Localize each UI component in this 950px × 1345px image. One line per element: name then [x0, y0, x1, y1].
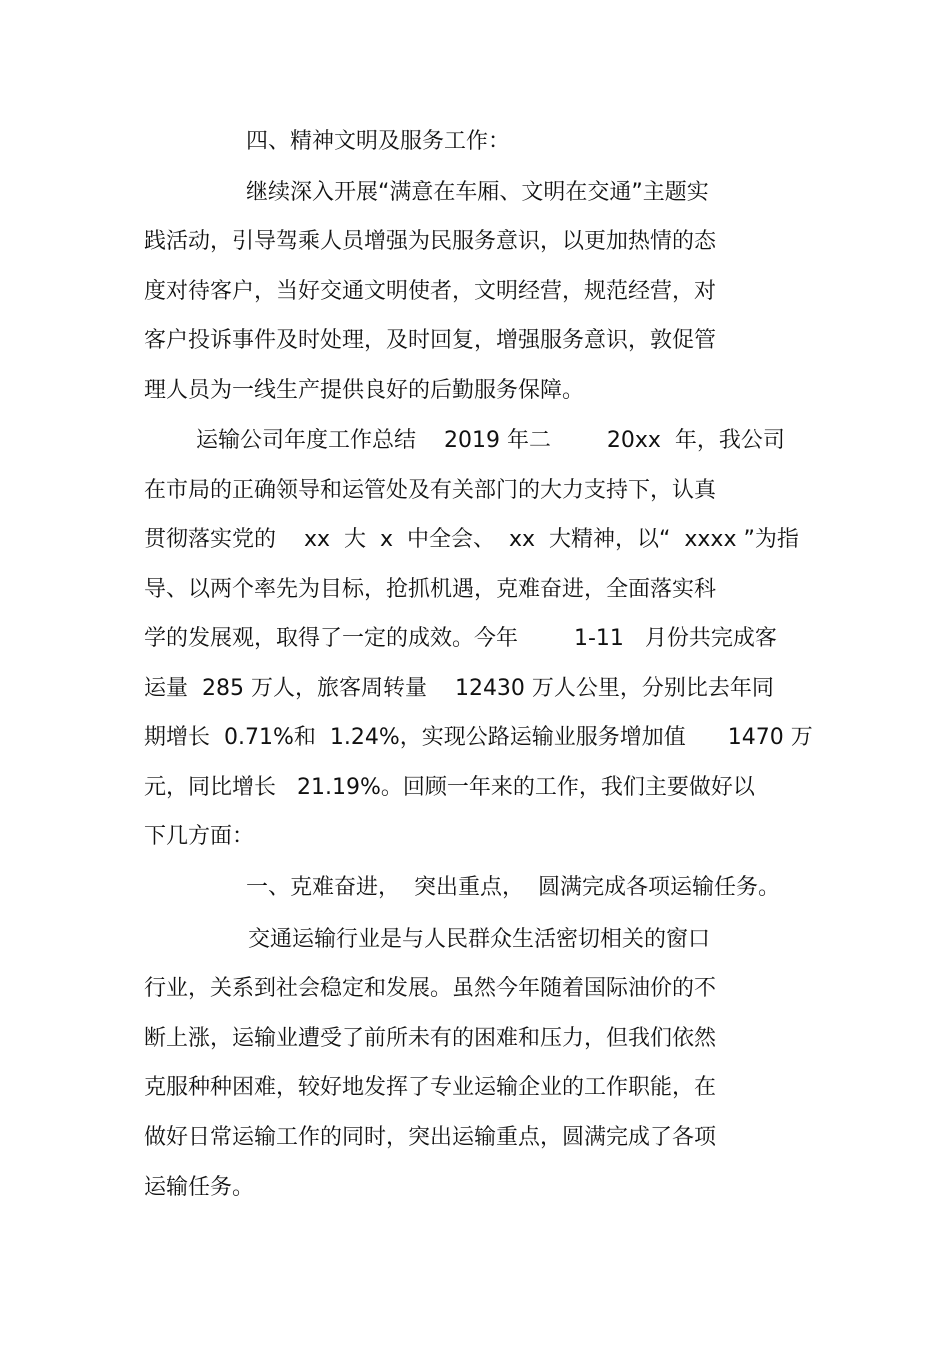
paragraph-line: 度对待客户，当好交通文明使者，文明经营，规范经营，对 — [144, 279, 717, 304]
paragraph-line: 继续深入开展“满意在车厢、文明在交通”主题实 — [246, 180, 709, 205]
paragraph-line: 元，同比增长 21.19%。回顾一年来的工作，我们主要做好以 — [144, 775, 755, 800]
section-heading: 一、克难奋进， 突出重点， 圆满完成各项运输任务。 — [246, 875, 780, 900]
paragraph-line: 导、以两个率先为目标，抢抓机遇，克难奋进，全面落实科 — [144, 577, 717, 602]
paragraph-line: 断上涨，运输业遭受了前所未有的困难和压力，但我们依然 — [144, 1026, 717, 1051]
paragraph-line: 学的发展观，取得了一定的成效。今年 1-11 月份共完成客 — [144, 626, 777, 651]
paragraph-line: 行业，关系到社会稳定和发展。虽然今年随着国际油价的不 — [144, 976, 717, 1001]
paragraph-line: 运量 285 万人，旅客周转量 12430 万人公里，分别比去年同 — [144, 676, 774, 701]
paragraph-line: 做好日常运输工作的同时，突出运输重点，圆满完成了各项 — [144, 1125, 717, 1150]
paragraph-line: 理人员为一线生产提供良好的后勤服务保障。 — [144, 378, 585, 403]
paragraph-line: 践活动，引导驾乘人员增强为民服务意识，以更加热情的态 — [144, 229, 717, 254]
section-heading: 四、精神文明及服务工作： — [246, 129, 511, 154]
paragraph-line: 克服种种困难，较好地发挥了专业运输企业的工作职能，在 — [144, 1075, 717, 1100]
paragraph-line: 在市局的正确领导和运管处及有关部门的大力支持下，认真 — [144, 478, 717, 503]
paragraph-line: 运输任务。 — [144, 1175, 255, 1200]
paragraph-line: 期增长 0.71%和 1.24%，实现公路运输业服务增加值 1470 万 — [144, 725, 813, 750]
paragraph-line: 运输公司年度工作总结 2019 年二 20xx 年，我公司 — [196, 428, 785, 453]
paragraph-line: 交通运输行业是与人民群众生活密切相关的窗口 — [248, 927, 711, 952]
paragraph-line: 客户投诉事件及时处理，及时回复，增强服务意识，敦促管 — [144, 328, 717, 353]
paragraph-line: 贯彻落实党的 xx 大 x 中全会、 xx 大精神，以“ xxxx ”为指 — [144, 527, 799, 552]
paragraph-line: 下几方面： — [144, 824, 255, 849]
